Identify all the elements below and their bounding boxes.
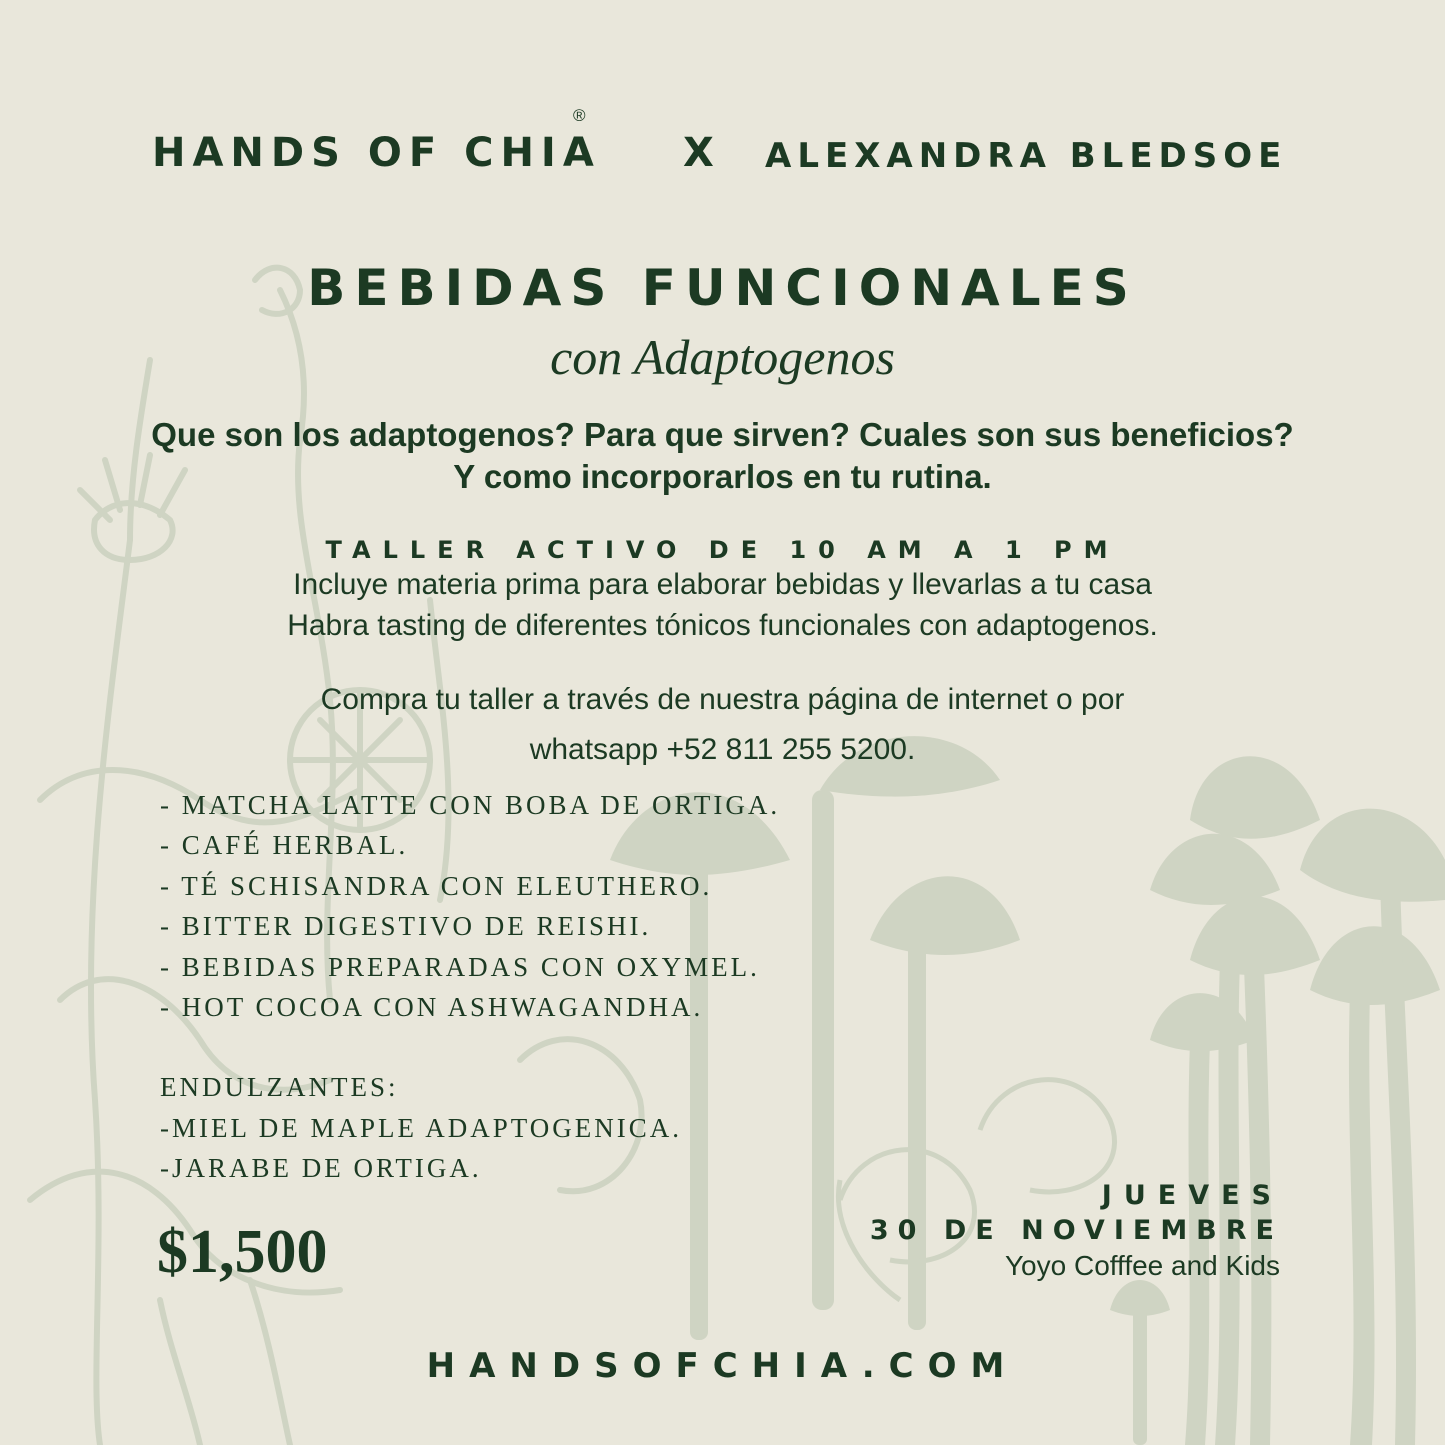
website-url: HANDSOFCHIA.COM [426,1346,1019,1386]
intro-questions: Que son los adaptogenos? Para que sirven? Cuales son sus beneficios? Y como incorporarlos en tu rutina. [151,416,1294,495]
workshop-includes-line-2: Habra tasting de diferentes tónicos funcionales con adaptogenos. [287,609,1158,642]
sweeteners-heading: ENDULZANTES: [160,1072,399,1102]
list-item: -MIEL DE MAPLE ADAPTOGENICA. [160,1113,682,1143]
mushroom-illustration [610,736,1445,1445]
workshop-includes-line-1: Incluye materia prima para elaborar bebidas y llevarlas a tu casa [293,568,1152,601]
list-item: - TÉ SCHISANDRA CON ELEUTHERO. [160,871,713,901]
list-item: - BEBIDAS PREPARADAS CON OXYMEL. [160,952,760,982]
brand-alexandra-bledsoe: ALEXANDRA BLEDSOE [765,136,1288,176]
event-venue: Yoyo Cofffee and Kids [1004,1250,1280,1281]
page-subtitle: con Adaptogenos [550,329,895,385]
event-day: JUEVES [1101,1180,1283,1211]
purchase-info-line-2: whatsapp +52 811 255 5200. [529,733,916,766]
workshop-time: TALLER ACTIVO DE 10 AM A 1 PM [325,536,1120,564]
list-item: -JARABE DE ORTIGA. [160,1153,482,1183]
event-date: 30 DE NOVIEMBRE [869,1215,1283,1246]
registered-mark: ® [573,106,586,125]
purchase-info-line-1: Compra tu taller a través de nuestra página de internet o por [320,683,1125,716]
page-title: BEBIDAS FUNCIONALES [307,259,1138,317]
list-item: - HOT COCOA CON ASHWAGANDHA. [160,992,704,1022]
list-item: - BITTER DIGESTIVO DE REISHI. [160,911,652,941]
list-item: - MATCHA LATTE CON BOBA DE ORTIGA. [160,790,781,820]
price: $1,500 [157,1218,328,1286]
collab-separator: X [683,130,714,176]
brand-hands-of-chia: HANDS OF CHIA [152,130,601,176]
list-item: - CAFÉ HERBAL. [160,830,409,860]
